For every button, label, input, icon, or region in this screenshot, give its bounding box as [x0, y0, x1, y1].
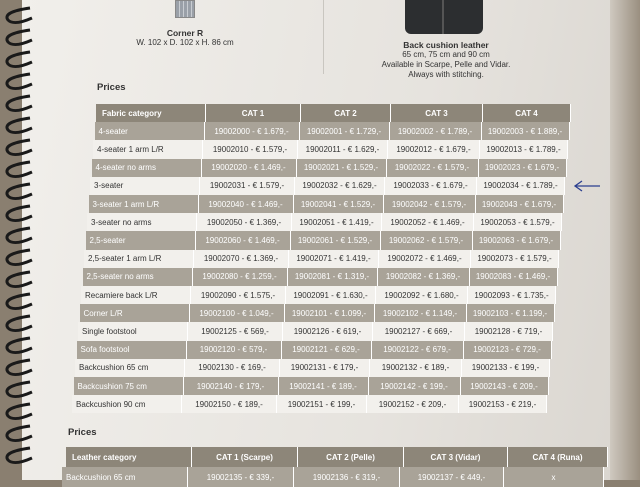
price-cell: 19002081 - € 1.319,-	[288, 268, 378, 286]
price-cell: 19002143 - € 209,-	[461, 377, 549, 395]
price-cell: 19002093 - € 1.735,-	[468, 286, 556, 304]
price-cell: 19002083 - € 1.469,-	[470, 268, 558, 286]
column-header: CAT 2	[301, 104, 391, 122]
corner-r-title: Corner R	[166, 28, 204, 38]
price-cell: 19002031 - € 1.579,-	[200, 177, 295, 195]
table-row	[92, 159, 567, 177]
row-label: 3-seater 1 arm L/R	[89, 195, 199, 213]
back-cushion-caption	[360, 40, 532, 80]
price-cell: 19002137 - € 449,-	[400, 467, 504, 487]
table-row	[62, 467, 604, 487]
column-divider	[323, 0, 324, 74]
column-header: CAT 2 (Pelle)	[298, 447, 404, 467]
price-cell: 19002120 - € 579,-	[187, 341, 282, 359]
price-cell: x	[504, 467, 604, 487]
price-cell: 19002102 - € 1.149,-	[375, 304, 467, 322]
table-row	[90, 177, 565, 195]
price-cell: 19002070 - € 1.369,-	[194, 250, 289, 268]
corner-r-caption	[110, 28, 260, 48]
price-cell: 19002033 - € 1.679,-	[385, 177, 477, 195]
price-cell: 19002135 - € 339,-	[188, 467, 294, 487]
price-cell: 19002103 - € 1.199,-	[467, 304, 555, 322]
price-cell: 19002052 - € 1.469,-	[382, 213, 474, 231]
page-edge	[610, 0, 640, 480]
table-row	[95, 122, 570, 140]
price-cell: 19002023 - € 1.679,-	[479, 159, 567, 177]
column-header: CAT 3	[391, 104, 483, 122]
price-cell: 19002012 - € 1.679,-	[388, 140, 480, 158]
price-cell: 19002125 - € 569,-	[188, 322, 283, 340]
price-cell: 19002126 - € 619,-	[283, 322, 373, 340]
table-row	[77, 341, 552, 359]
row-label: Backcushion 65 cm	[75, 359, 185, 377]
price-cell: 19002041 - € 1.529,-	[294, 195, 384, 213]
price-cell: 19002034 - € 1.789,-	[477, 177, 565, 195]
price-cell: 19002062 - € 1.579,-	[381, 231, 473, 249]
column-header: CAT 4 (Runa)	[508, 447, 608, 467]
price-cell: 19002051 - € 1.419,-	[292, 213, 382, 231]
price-cell: 19002073 - € 1.579,-	[471, 250, 559, 268]
row-label: Backcushion 75 cm	[74, 377, 184, 395]
price-cell: 19002152 - € 209,-	[367, 395, 459, 413]
price-cell: 19002022 - € 1.579,-	[387, 159, 479, 177]
price-cell: 19002000 - € 1.679,-	[205, 122, 300, 140]
table-row	[75, 359, 550, 377]
table-row	[89, 195, 564, 213]
price-cell: 19002032 - € 1.629,-	[295, 177, 385, 195]
column-header: CAT 1 (Scarpe)	[192, 447, 298, 467]
price-cell: 19002072 - € 1.469,-	[379, 250, 471, 268]
table-row	[87, 213, 562, 231]
row-label: Sofa footstool	[77, 341, 187, 359]
row-label: Backcushion 90 cm	[72, 395, 182, 413]
row-label: 2,5-seater	[86, 231, 196, 249]
table-row	[80, 304, 555, 322]
price-cell: 19002010 - € 1.579,-	[203, 140, 298, 158]
price-cell: 19002061 - € 1.529,-	[291, 231, 381, 249]
table-row	[86, 231, 561, 249]
row-label: 4-seater	[95, 122, 205, 140]
price-cell: 19002082 - € 1.369,-	[378, 268, 470, 286]
price-cell: 19002100 - € 1.049,-	[190, 304, 285, 322]
corner-r-product-image	[175, 0, 195, 18]
back-cushion-title: Back cushion leather	[403, 40, 489, 50]
table-header-row	[96, 104, 571, 122]
price-cell: 19002013 - € 1.789,-	[480, 140, 568, 158]
back-cushion-product-image	[405, 0, 483, 34]
price-cell: 19002090 - € 1.575,-	[191, 286, 286, 304]
price-cell: 19002123 - € 729,-	[464, 341, 552, 359]
row-label: 4-seater no arms	[92, 159, 202, 177]
back-cushion-line: 65 cm, 75 cm and 90 cm	[402, 50, 490, 59]
table-row	[72, 395, 547, 413]
price-cell: 19002040 - € 1.469,-	[199, 195, 294, 213]
column-header: Fabric category	[96, 104, 206, 122]
price-cell: 19002140 - € 179,-	[184, 377, 279, 395]
price-cell: 19002101 - € 1.099,-	[285, 304, 375, 322]
column-header: CAT 3 (Vidar)	[404, 447, 508, 467]
table-header-row	[66, 447, 608, 467]
back-cushion-line: Always with stitching.	[408, 70, 484, 79]
price-cell: 19002121 - € 629,-	[282, 341, 372, 359]
price-cell: 19002092 - € 1.680,-	[376, 286, 468, 304]
hand-drawn-arrow	[572, 179, 602, 193]
row-label: Corner L/R	[80, 304, 190, 322]
price-cell: 19002153 - € 219,-	[459, 395, 547, 413]
price-cell: 19002130 - € 169,-	[185, 359, 280, 377]
price-cell: 19002127 - € 669,-	[373, 322, 465, 340]
prices-heading-2: Prices	[68, 427, 97, 438]
price-cell: 19002011 - € 1.629,-	[298, 140, 388, 158]
price-cell: 19002142 - € 199,-	[369, 377, 461, 395]
row-label: Single footstool	[78, 322, 188, 340]
price-cell: 19002150 - € 189,-	[182, 395, 277, 413]
spiral-binding	[0, 0, 40, 480]
prices-heading: Prices	[97, 82, 126, 93]
price-cell: 19002060 - € 1.469,-	[196, 231, 291, 249]
table-row	[78, 322, 553, 340]
price-cell: 19002141 - € 189,-	[279, 377, 369, 395]
table-row	[74, 377, 549, 395]
price-cell: 19002021 - € 1.529,-	[297, 159, 387, 177]
row-label: 4-seater 1 arm L/R	[93, 140, 203, 158]
price-cell: 19002063 - € 1.679,-	[473, 231, 561, 249]
price-cell: 19002050 - € 1.369,-	[197, 213, 292, 231]
price-cell: 19002003 - € 1.889,-	[482, 122, 570, 140]
row-label: 3-seater	[90, 177, 200, 195]
row-label: 2,5-seater no arms	[83, 268, 193, 286]
table-row	[83, 268, 558, 286]
price-cell: 19002122 - € 679,-	[372, 341, 464, 359]
price-cell: 19002080 - € 1.259,-	[193, 268, 288, 286]
price-cell: 19002020 - € 1.469,-	[202, 159, 297, 177]
price-cell: 19002053 - € 1.579,-	[474, 213, 562, 231]
table-row	[93, 140, 568, 158]
price-cell: 19002002 - € 1.789,-	[390, 122, 482, 140]
column-header: CAT 4	[483, 104, 571, 122]
column-header: Leather category	[66, 447, 192, 467]
price-cell: 19002136 - € 319,-	[294, 467, 400, 487]
price-cell: 19002071 - € 1.419,-	[289, 250, 379, 268]
price-cell: 19002131 - € 179,-	[280, 359, 370, 377]
row-label: Recamiere back L/R	[81, 286, 191, 304]
corner-r-dimensions: W. 102 x D. 102 x H. 86 cm	[136, 38, 234, 47]
price-cell: 19002001 - € 1.729,-	[300, 122, 390, 140]
price-cell: 19002128 - € 719,-	[465, 322, 553, 340]
price-cell: 19002043 - € 1.679,-	[476, 195, 564, 213]
row-label: 3-seater no arms	[87, 213, 197, 231]
table-row	[84, 250, 559, 268]
back-cushion-line: Available in Scarpe, Pelle and Vidar.	[381, 60, 511, 69]
price-cell: 19002133 - € 199,-	[462, 359, 550, 377]
price-cell: 19002151 - € 199,-	[277, 395, 367, 413]
column-header: CAT 1	[206, 104, 301, 122]
price-cell: 19002042 - € 1.579,-	[384, 195, 476, 213]
row-label: Backcushion 65 cm	[62, 467, 188, 487]
price-cell: 19002132 - € 189,-	[370, 359, 462, 377]
price-cell: 19002091 - € 1.630,-	[286, 286, 376, 304]
table-row	[81, 286, 556, 304]
row-label: 2,5-seater 1 arm L/R	[84, 250, 194, 268]
